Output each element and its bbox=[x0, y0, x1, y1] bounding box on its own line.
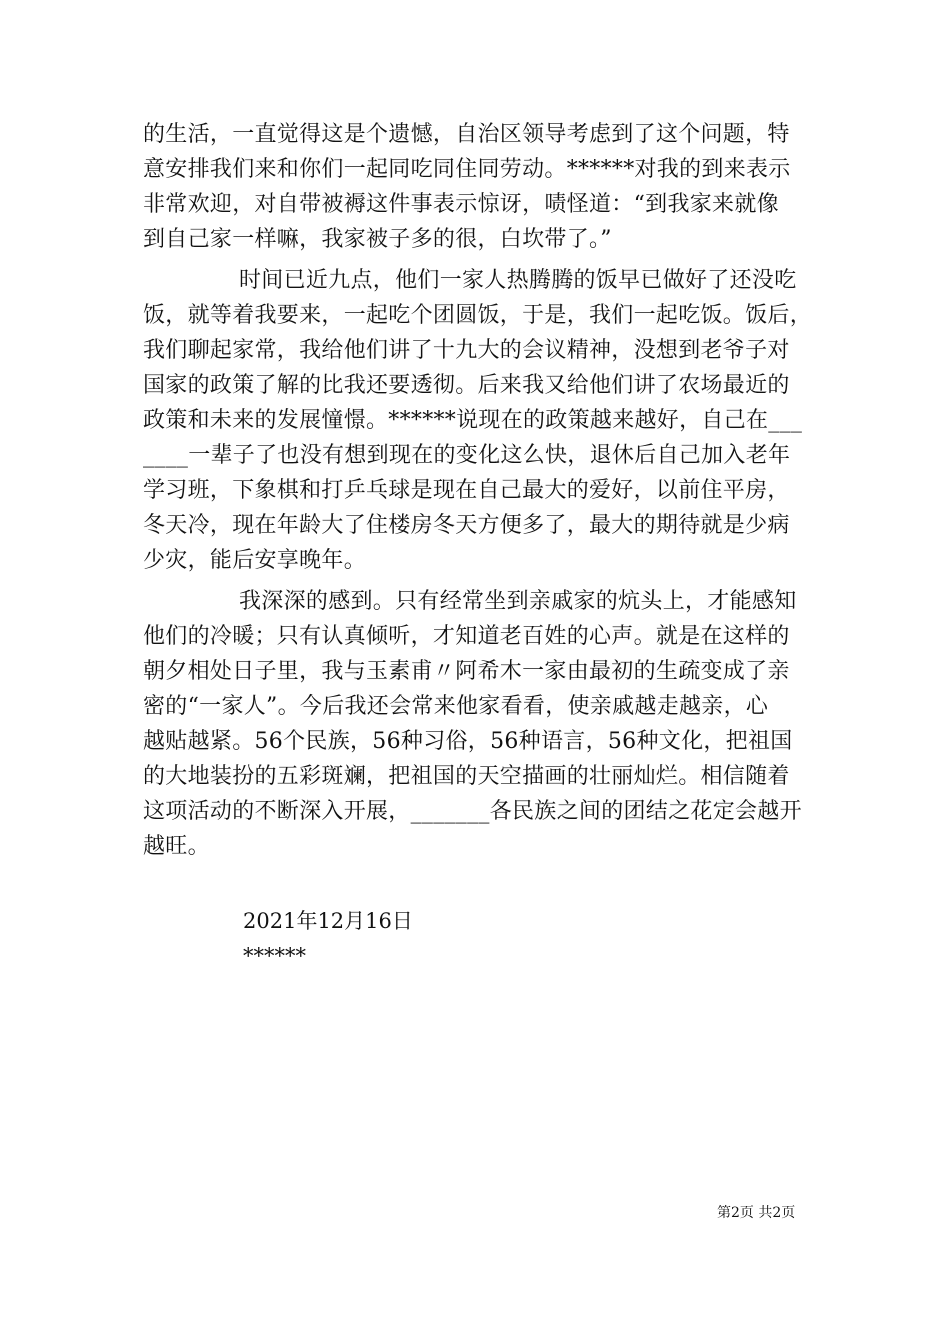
text-line: 我深深的感到。只有经常坐到亲戚家的炕头上，才能感知 bbox=[239, 589, 797, 614]
text-line: 非常欢迎，对自带被褥这件事表示惊讶，啧怪道：“到我家来就像 bbox=[143, 192, 779, 217]
signature-name: ****** bbox=[243, 944, 306, 968]
text-line: 越贴越紧。56个民族，56种习俗，56种语言，56种文化，把祖国 bbox=[143, 729, 793, 754]
text-line: 饭，就等着我要来，一起吃个团圆饭，于是，我们一起吃饭。饭后， bbox=[143, 303, 813, 328]
text-line: ____一辈子了也没有想到现在的变化这么快，退休后自己加入老年 bbox=[143, 443, 791, 468]
text-line: 政策和未来的发展憧憬。******说现在的政策越来越好，自己在___ bbox=[143, 408, 803, 433]
text-line: 意安排我们来和你们一起同吃同住同劳动。******对我的到来表示 bbox=[143, 157, 791, 182]
text-line: 冬天冷，现在年龄大了住楼房冬天方便多了，最大的期待就是少病 bbox=[143, 513, 790, 538]
text-line: 国家的政策了解的比我还要透彻。后来我又给他们讲了农场最近的 bbox=[143, 373, 790, 398]
paragraph-2 bbox=[143, 263, 813, 578]
text-line: 学习班，下象棋和打乒乓球是现在自己最大的爱好，以前住平房， bbox=[143, 478, 790, 503]
text-line: 的生活，一直觉得这是个遗憾，自治区领导考虑到了这个问题，特 bbox=[143, 122, 790, 147]
paragraph-1 bbox=[143, 117, 807, 257]
text-line: 这项活动的不断深入开展，_______各民族之间的团结之花定会越开 bbox=[143, 799, 802, 824]
text-line: 朝夕相处日子里，我与玉素甫〃阿希木一家由最初的生疏变成了亲 bbox=[143, 659, 790, 684]
text-line: 时间已近九点，他们一家人热腾腾的饭早已做好了还没吃 bbox=[239, 268, 797, 293]
signature-date: 2021年12月16日 bbox=[243, 909, 413, 933]
text-line: 密的“一家人”。今后我还会常来他家看看，使亲戚越走越亲，心 bbox=[143, 694, 769, 719]
document-body bbox=[143, 117, 813, 864]
text-line: 的大地装扮的五彩斑斓，把祖国的天空描画的壮丽灿烂。相信随着 bbox=[143, 764, 790, 789]
paragraph-3 bbox=[143, 584, 807, 864]
text-line: 少灾，能后安享晚年。 bbox=[143, 548, 367, 573]
text-line: 越旺。 bbox=[143, 834, 210, 859]
text-line: 他们的冷暖；只有认真倾听，才知道老百姓的心声。就是在这样的 bbox=[143, 624, 790, 649]
text-line: 我们聊起家常，我给他们讲了十九大的会议精神，没想到老爷子对 bbox=[143, 338, 790, 363]
page-number: 第2页 共2页 bbox=[717, 1205, 796, 1221]
text-line: 到自己家一样嘛，我家被子多的很，白坎带了。” bbox=[143, 227, 612, 252]
